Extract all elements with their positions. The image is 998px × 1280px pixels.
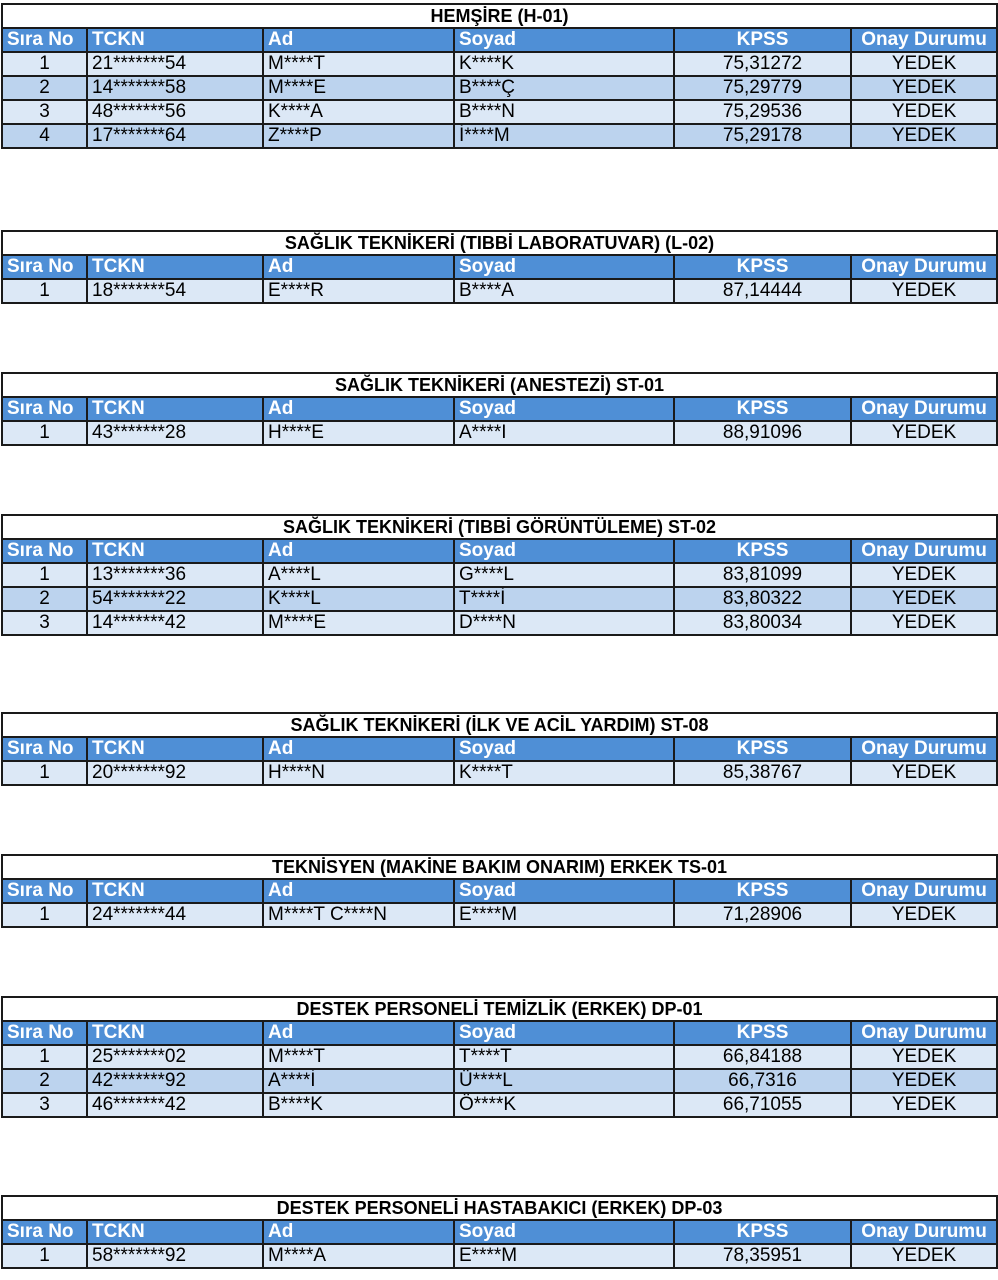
table-header-row bbox=[2, 397, 997, 421]
column-tckn-header: TCKN bbox=[87, 397, 263, 421]
section-title-row bbox=[2, 1196, 997, 1220]
column-soyad-header: Soyad bbox=[454, 1220, 674, 1244]
column-tckn-cell: 43*******28 bbox=[87, 421, 263, 445]
section-table bbox=[1, 514, 996, 636]
column-onay-durumu-header: Onay Durumu bbox=[851, 737, 997, 761]
column-onay-durumu-cell: YEDEK bbox=[851, 52, 997, 76]
results-table bbox=[1, 1195, 998, 1269]
column-soyad-header: Soyad bbox=[454, 879, 674, 903]
column-sira-no-header: Sıra No bbox=[2, 28, 87, 52]
column-sira-no-cell: 4 bbox=[2, 124, 87, 148]
column-ad-header: Ad bbox=[263, 539, 454, 563]
results-table bbox=[1, 230, 998, 304]
table-row bbox=[2, 279, 997, 303]
table-header-row bbox=[2, 255, 997, 279]
column-sira-no-cell: 1 bbox=[2, 1045, 87, 1069]
section-title: SAĞLIK TEKNİKERİ (ANESTEZİ) ST-01 bbox=[2, 373, 997, 397]
column-kpss-cell: 83,80034 bbox=[674, 611, 851, 635]
column-soyad-cell: D****N bbox=[454, 611, 674, 635]
column-onay-durumu-header: Onay Durumu bbox=[851, 255, 997, 279]
section-title-row bbox=[2, 4, 997, 28]
column-soyad-header: Soyad bbox=[454, 1021, 674, 1045]
column-tckn-header: TCKN bbox=[87, 539, 263, 563]
section-title: HEMŞİRE (H-01) bbox=[2, 4, 997, 28]
column-soyad-cell: T****İ bbox=[454, 587, 674, 611]
column-sira-no-cell: 1 bbox=[2, 1244, 87, 1268]
column-sira-no-cell: 1 bbox=[2, 279, 87, 303]
section-title-row bbox=[2, 373, 997, 397]
column-onay-durumu-cell: YEDEK bbox=[851, 100, 997, 124]
section-table bbox=[1, 372, 996, 446]
section-table bbox=[1, 854, 996, 928]
column-onay-durumu-cell: YEDEK bbox=[851, 587, 997, 611]
column-tckn-cell: 24*******44 bbox=[87, 903, 263, 927]
column-sira-no-header: Sıra No bbox=[2, 539, 87, 563]
column-onay-durumu-cell: YEDEK bbox=[851, 1244, 997, 1268]
table-row bbox=[2, 1093, 997, 1117]
column-kpss-cell: 66,71055 bbox=[674, 1093, 851, 1117]
column-tckn-header: TCKN bbox=[87, 1220, 263, 1244]
column-tckn-header: TCKN bbox=[87, 879, 263, 903]
column-soyad-cell: Ö****K bbox=[454, 1093, 674, 1117]
column-tckn-cell: 13*******36 bbox=[87, 563, 263, 587]
table-header-row bbox=[2, 28, 997, 52]
column-soyad-cell: B****N bbox=[454, 100, 674, 124]
column-onay-durumu-header: Onay Durumu bbox=[851, 28, 997, 52]
column-onay-durumu-cell: YEDEK bbox=[851, 279, 997, 303]
table-header-row bbox=[2, 879, 997, 903]
section-table bbox=[1, 996, 996, 1118]
column-onay-durumu-cell: YEDEK bbox=[851, 421, 997, 445]
results-table bbox=[1, 3, 998, 149]
results-table bbox=[1, 712, 998, 786]
section-title-row bbox=[2, 997, 997, 1021]
column-ad-header: Ad bbox=[263, 879, 454, 903]
column-ad-cell: A****İ bbox=[263, 1069, 454, 1093]
column-onay-durumu-cell: YEDEK bbox=[851, 761, 997, 785]
column-onay-durumu-cell: YEDEK bbox=[851, 563, 997, 587]
column-kpss-header: KPSS bbox=[674, 28, 851, 52]
column-soyad-cell: E****M bbox=[454, 1244, 674, 1268]
column-sira-no-cell: 2 bbox=[2, 76, 87, 100]
column-soyad-header: Soyad bbox=[454, 539, 674, 563]
column-tckn-cell: 21*******54 bbox=[87, 52, 263, 76]
column-ad-cell: A****L bbox=[263, 563, 454, 587]
column-sira-no-cell: 3 bbox=[2, 611, 87, 635]
column-soyad-header: Soyad bbox=[454, 255, 674, 279]
results-table bbox=[1, 514, 998, 636]
column-soyad-cell: Ü****L bbox=[454, 1069, 674, 1093]
column-tckn-header: TCKN bbox=[87, 255, 263, 279]
column-onay-durumu-header: Onay Durumu bbox=[851, 1021, 997, 1045]
column-kpss-header: KPSS bbox=[674, 737, 851, 761]
column-kpss-cell: 75,29779 bbox=[674, 76, 851, 100]
column-soyad-cell: B****Ç bbox=[454, 76, 674, 100]
table-row bbox=[2, 1244, 997, 1268]
column-ad-cell: M****T C****N bbox=[263, 903, 454, 927]
table-row bbox=[2, 1069, 997, 1093]
column-sira-no-header: Sıra No bbox=[2, 255, 87, 279]
column-tckn-cell: 20*******92 bbox=[87, 761, 263, 785]
column-sira-no-cell: 1 bbox=[2, 421, 87, 445]
section-title: DESTEK PERSONELİ TEMİZLİK (ERKEK) DP-01 bbox=[2, 997, 997, 1021]
column-ad-header: Ad bbox=[263, 1220, 454, 1244]
table-row bbox=[2, 1045, 997, 1069]
column-onay-durumu-cell: YEDEK bbox=[851, 76, 997, 100]
column-kpss-cell: 83,80322 bbox=[674, 587, 851, 611]
section-title-row bbox=[2, 515, 997, 539]
column-kpss-cell: 66,7316 bbox=[674, 1069, 851, 1093]
column-sira-no-header: Sıra No bbox=[2, 1021, 87, 1045]
table-row bbox=[2, 76, 997, 100]
column-ad-header: Ad bbox=[263, 28, 454, 52]
column-soyad-cell: K****T bbox=[454, 761, 674, 785]
table-header-row bbox=[2, 539, 997, 563]
column-kpss-header: KPSS bbox=[674, 1021, 851, 1045]
column-onay-durumu-header: Onay Durumu bbox=[851, 879, 997, 903]
table-header-row bbox=[2, 1021, 997, 1045]
column-soyad-cell: E****M bbox=[454, 903, 674, 927]
column-onay-durumu-cell: YEDEK bbox=[851, 1045, 997, 1069]
column-sira-no-cell: 1 bbox=[2, 761, 87, 785]
column-sira-no-cell: 3 bbox=[2, 100, 87, 124]
section-table bbox=[1, 1195, 996, 1269]
column-onay-durumu-cell: YEDEK bbox=[851, 903, 997, 927]
column-onay-durumu-header: Onay Durumu bbox=[851, 539, 997, 563]
column-sira-no-header: Sıra No bbox=[2, 737, 87, 761]
column-sira-no-header: Sıra No bbox=[2, 1220, 87, 1244]
column-sira-no-cell: 3 bbox=[2, 1093, 87, 1117]
section-title: SAĞLIK TEKNİKERİ (TIBBİ LABORATUVAR) (L-02) bbox=[2, 231, 997, 255]
column-tckn-header: TCKN bbox=[87, 1021, 263, 1045]
column-sira-no-cell: 2 bbox=[2, 1069, 87, 1093]
column-kpss-cell: 75,29178 bbox=[674, 124, 851, 148]
column-onay-durumu-header: Onay Durumu bbox=[851, 397, 997, 421]
column-kpss-cell: 75,29536 bbox=[674, 100, 851, 124]
column-soyad-cell: A****I bbox=[454, 421, 674, 445]
column-ad-cell: Z****P bbox=[263, 124, 454, 148]
column-tckn-cell: 58*******92 bbox=[87, 1244, 263, 1268]
column-ad-cell: H****N bbox=[263, 761, 454, 785]
column-tckn-header: TCKN bbox=[87, 737, 263, 761]
column-kpss-header: KPSS bbox=[674, 1220, 851, 1244]
column-kpss-header: KPSS bbox=[674, 397, 851, 421]
column-kpss-cell: 88,91096 bbox=[674, 421, 851, 445]
column-onay-durumu-cell: YEDEK bbox=[851, 124, 997, 148]
column-kpss-cell: 71,28906 bbox=[674, 903, 851, 927]
table-row bbox=[2, 563, 997, 587]
column-soyad-header: Soyad bbox=[454, 397, 674, 421]
column-kpss-header: KPSS bbox=[674, 255, 851, 279]
section-table bbox=[1, 712, 996, 786]
column-ad-cell: M****E bbox=[263, 611, 454, 635]
column-kpss-cell: 85,38767 bbox=[674, 761, 851, 785]
column-tckn-cell: 46*******42 bbox=[87, 1093, 263, 1117]
table-row bbox=[2, 124, 997, 148]
column-kpss-header: KPSS bbox=[674, 539, 851, 563]
table-row bbox=[2, 903, 997, 927]
column-sira-no-header: Sıra No bbox=[2, 879, 87, 903]
table-row bbox=[2, 611, 997, 635]
column-tckn-cell: 25*******02 bbox=[87, 1045, 263, 1069]
section-title: SAĞLIK TEKNİKERİ (TIBBİ GÖRÜNTÜLEME) ST-02 bbox=[2, 515, 997, 539]
column-kpss-header: KPSS bbox=[674, 879, 851, 903]
column-sira-no-cell: 2 bbox=[2, 587, 87, 611]
column-soyad-header: Soyad bbox=[454, 28, 674, 52]
column-ad-header: Ad bbox=[263, 397, 454, 421]
column-tckn-cell: 42*******92 bbox=[87, 1069, 263, 1093]
section-table bbox=[1, 230, 996, 304]
column-ad-cell: E****R bbox=[263, 279, 454, 303]
section-table bbox=[1, 3, 996, 149]
section-title-row bbox=[2, 713, 997, 737]
table-row bbox=[2, 587, 997, 611]
column-tckn-cell: 14*******42 bbox=[87, 611, 263, 635]
section-title: TEKNİSYEN (MAKİNE BAKIM ONARIM) ERKEK TS-01 bbox=[2, 855, 997, 879]
column-ad-header: Ad bbox=[263, 737, 454, 761]
column-onay-durumu-cell: YEDEK bbox=[851, 1093, 997, 1117]
column-ad-cell: M****T bbox=[263, 1045, 454, 1069]
column-soyad-header: Soyad bbox=[454, 737, 674, 761]
table-header-row bbox=[2, 737, 997, 761]
section-title: DESTEK PERSONELİ HASTABAKICI (ERKEK) DP-03 bbox=[2, 1196, 997, 1220]
column-kpss-cell: 83,81099 bbox=[674, 563, 851, 587]
column-onay-durumu-cell: YEDEK bbox=[851, 1069, 997, 1093]
column-sira-no-cell: 1 bbox=[2, 52, 87, 76]
table-row bbox=[2, 421, 997, 445]
results-table bbox=[1, 996, 998, 1118]
column-ad-cell: M****T bbox=[263, 52, 454, 76]
column-ad-header: Ad bbox=[263, 255, 454, 279]
column-soyad-cell: B****A bbox=[454, 279, 674, 303]
column-onay-durumu-header: Onay Durumu bbox=[851, 1220, 997, 1244]
table-row bbox=[2, 52, 997, 76]
column-tckn-cell: 17*******64 bbox=[87, 124, 263, 148]
column-ad-cell: B****K bbox=[263, 1093, 454, 1117]
table-header-row bbox=[2, 1220, 997, 1244]
column-soyad-cell: K****K bbox=[454, 52, 674, 76]
results-table bbox=[1, 372, 998, 446]
section-title-row bbox=[2, 855, 997, 879]
column-tckn-header: TCKN bbox=[87, 28, 263, 52]
table-row bbox=[2, 761, 997, 785]
section-title: SAĞLIK TEKNİKERİ (İLK VE ACİL YARDIM) ST-08 bbox=[2, 713, 997, 737]
column-soyad-cell: T****T bbox=[454, 1045, 674, 1069]
table-row bbox=[2, 100, 997, 124]
column-tckn-cell: 14*******58 bbox=[87, 76, 263, 100]
column-onay-durumu-cell: YEDEK bbox=[851, 611, 997, 635]
column-sira-no-cell: 1 bbox=[2, 563, 87, 587]
column-tckn-cell: 48*******56 bbox=[87, 100, 263, 124]
section-title-row bbox=[2, 231, 997, 255]
column-soyad-cell: G****L bbox=[454, 563, 674, 587]
column-tckn-cell: 18*******54 bbox=[87, 279, 263, 303]
column-kpss-cell: 78,35951 bbox=[674, 1244, 851, 1268]
column-ad-cell: H****E bbox=[263, 421, 454, 445]
column-kpss-cell: 66,84188 bbox=[674, 1045, 851, 1069]
column-ad-header: Ad bbox=[263, 1021, 454, 1045]
column-kpss-cell: 87,14444 bbox=[674, 279, 851, 303]
column-soyad-cell: İ****M bbox=[454, 124, 674, 148]
column-sira-no-header: Sıra No bbox=[2, 397, 87, 421]
column-ad-cell: M****A bbox=[263, 1244, 454, 1268]
results-table bbox=[1, 854, 998, 928]
column-ad-cell: K****A bbox=[263, 100, 454, 124]
column-tckn-cell: 54*******22 bbox=[87, 587, 263, 611]
column-kpss-cell: 75,31272 bbox=[674, 52, 851, 76]
column-ad-cell: K****L bbox=[263, 587, 454, 611]
column-ad-cell: M****E bbox=[263, 76, 454, 100]
column-sira-no-cell: 1 bbox=[2, 903, 87, 927]
